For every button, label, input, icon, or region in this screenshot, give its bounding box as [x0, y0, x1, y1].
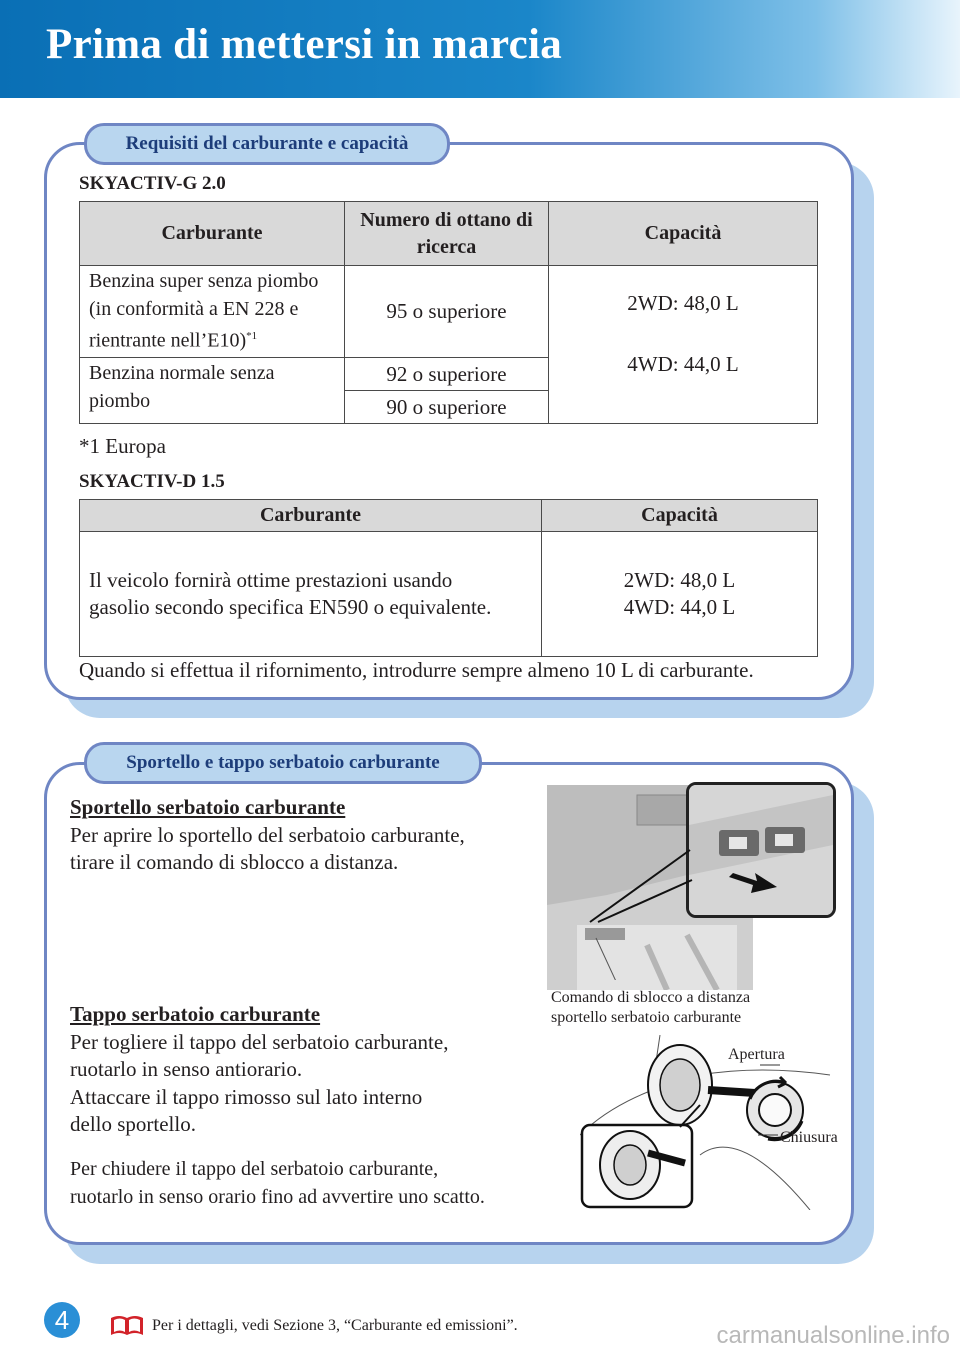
photo-caption: [551, 988, 750, 1028]
label-close: Chiusura: [780, 1129, 838, 1146]
door-line: Per aprire lo sportello del serbatoio carburante,: [70, 822, 465, 847]
skyactiv-g-title: SKYACTIV-G 2.0: [79, 173, 226, 194]
fuel-regular-unleaded: Benzina normale senza piombo: [80, 358, 345, 424]
cap-line: ruotarlo in senso antiorario.: [70, 1057, 303, 1081]
capacity-2wd: 2WD: 48,0 L: [627, 291, 739, 315]
footnote-marker: *1: [246, 330, 258, 342]
caption-line: Comando di sblocco a distanza: [551, 989, 751, 1006]
door-section-tab: Sportello e tappo serbatoio carburante: [84, 742, 482, 784]
diesel-fuel-spec: Il veicolo fornirà ottime prestazioni usando gasolio secondo specifica EN590 o equivalente.: [80, 532, 542, 657]
callout-lines: [580, 830, 830, 980]
fuel-cap-illustration: [580, 1035, 850, 1210]
header-capacity: Capacità: [549, 202, 818, 266]
cap-instructions: [70, 1001, 448, 1139]
capacity-2wd: 2WD: 48,0 L: [623, 567, 736, 592]
table-header-row: [80, 500, 818, 532]
skyactiv-d-table: [79, 499, 818, 657]
octane-92: 92 o superiore: [345, 358, 549, 391]
page-number: 4: [44, 1302, 80, 1338]
close-line: Per chiudere il tappo del serbatoio carburante,: [70, 1158, 439, 1180]
label-open: Apertura: [728, 1046, 785, 1063]
skyactiv-d-title: SKYACTIV-D 1.5: [79, 471, 225, 492]
caption-line: sportello serbatoio carburante: [551, 1009, 742, 1026]
capacity-4wd: 4WD: 44,0 L: [623, 595, 736, 619]
cap-line: dello sportello.: [70, 1112, 196, 1136]
diesel-capacity: [542, 532, 818, 657]
capacity-4wd: 4WD: 44,0 L: [627, 352, 739, 376]
book-icon: [110, 1314, 144, 1336]
octane-95: 95 o superiore: [345, 266, 549, 358]
page-title: Prima di mettersi in marcia: [46, 21, 562, 68]
capacity-cell: [549, 266, 818, 424]
header-octane: Numero di ottano di ricerca: [345, 202, 549, 266]
door-instructions: [70, 794, 465, 877]
header-capacity: Capacità: [542, 500, 818, 532]
footnote: *1 Europa: [79, 434, 166, 458]
close-line: ruotarlo in senso orario fino ad avvertire uno scatto.: [70, 1185, 485, 1208]
header-fuel: Carburante: [80, 500, 542, 532]
fuel-super-unleaded: Benzina super senza piombo (in conformità a EN 228 e rientrante nell’E10)$^{*1}$: [80, 266, 345, 358]
cap-heading: Tappo serbatoio carburante: [70, 1002, 321, 1026]
cap-line: Attaccare il tappo rimosso sul lato interno: [70, 1084, 423, 1109]
table-row: [80, 532, 818, 657]
fuel-section-tab: Requisiti del carburante e capacità: [84, 123, 450, 165]
cap-line: Per togliere il tappo del serbatoio carburante,: [70, 1029, 449, 1054]
skyactiv-g-table: [79, 201, 818, 424]
page-header: [0, 0, 960, 98]
door-line: tirare il comando di sblocco a distanza.: [70, 850, 399, 874]
door-heading: Sportello serbatoio carburante: [70, 795, 346, 819]
table-row: [80, 266, 818, 358]
footer-reference: Per i dettagli, vedi Sezione 3, “Carburante ed emissioni”.: [152, 1317, 518, 1334]
table-header-row: [80, 202, 818, 266]
header-fuel: Carburante: [80, 202, 345, 266]
close-instructions: [70, 1156, 485, 1211]
watermark: carmanualsonline.info: [716, 1322, 950, 1349]
refuel-note: Quando si effettua il rifornimento, introdurre sempre almeno 10 L di carburante.: [79, 658, 754, 682]
octane-90: 90 o superiore: [345, 391, 549, 424]
